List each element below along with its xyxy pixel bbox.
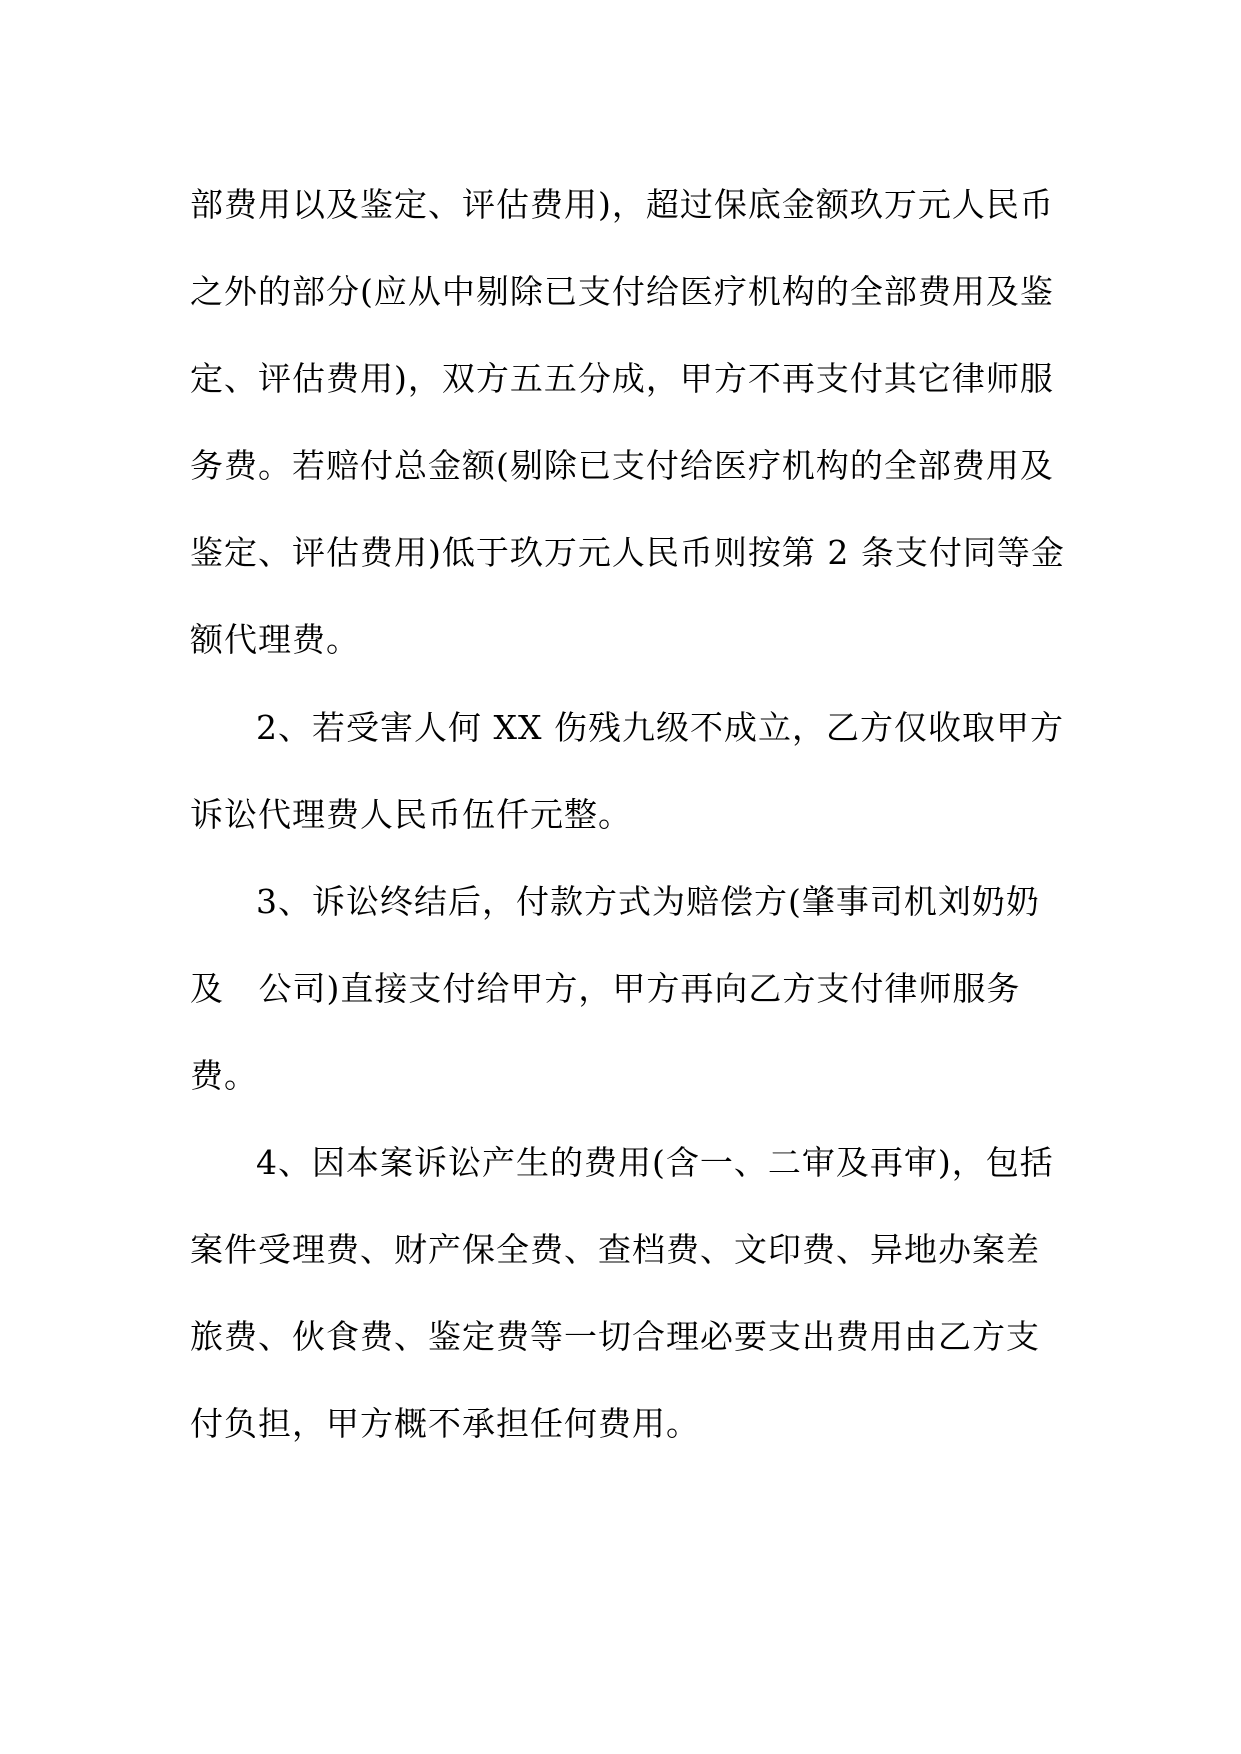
paragraph-line: 部费用以及鉴定、评估费用)，超过保底金额玖万元人民币 (190, 185, 1054, 224)
paragraph-line: 案件受理费、财产保全费、查档费、文印费、异地办案差 (190, 1230, 1040, 1269)
paragraph-line: 之外的部分(应从中剔除已支付给医疗机构的全部费用及鉴 (190, 272, 1054, 311)
paragraph-line: 及 公司)直接支付给甲方，甲方再向乙方支付律师服务 (190, 969, 1021, 1008)
paragraph-line: 4、因本案诉讼产生的费用(含一、二审及再审)，包括 (256, 1143, 1054, 1182)
paragraph-line: 定、评估费用)，双方五五分成，甲方不再支付其它律师服 (190, 359, 1054, 398)
paragraph-line: 额代理费。 (190, 620, 360, 659)
paragraph-line: 诉讼代理费人民币伍仟元整。 (190, 795, 632, 834)
paragraph-line: 费。 (190, 1056, 258, 1095)
paragraph-line: 3、诉讼终结后，付款方式为赔偿方(肇事司机刘奶奶 (256, 882, 1040, 921)
paragraph-line: 付负担，甲方概不承担任何费用。 (190, 1404, 700, 1443)
paragraph-line: 2、若受害人何 XX 伤残九级不成立，乙方仅收取甲方 (256, 708, 1064, 747)
paragraph-line: 旅费、伙食费、鉴定费等一切合理必要支出费用由乙方支 (190, 1317, 1040, 1356)
paragraph-line: 务费。若赔付总金额(剔除已支付给医疗机构的全部费用及 (190, 446, 1054, 485)
paragraph-line: 鉴定、评估费用)低于玖万元人民币则按第 2 条支付同等金 (190, 533, 1065, 572)
